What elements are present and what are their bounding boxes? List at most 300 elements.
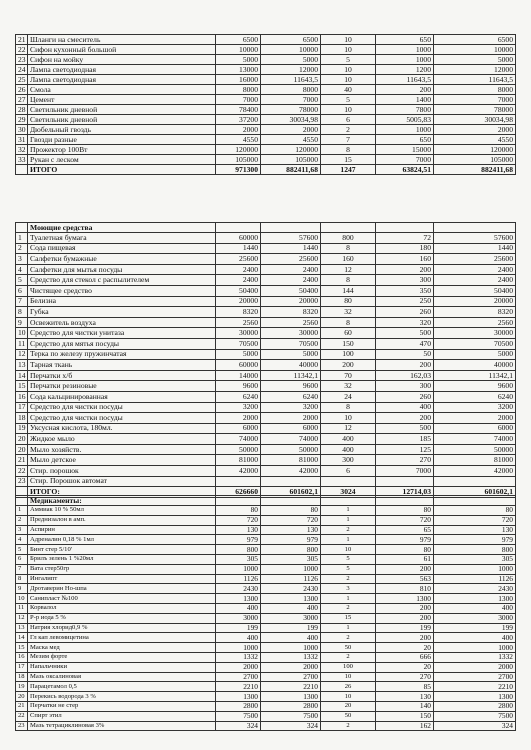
item-name: Перекись водорода 3 % [28,692,216,702]
section-title: Моющие средства [28,223,216,233]
unit-price: 185 [376,434,434,445]
total-amount: 2000 [434,125,516,135]
table-row [16,402,516,413]
unit-price: 15000 [376,145,434,155]
total-amount: 305 [434,554,516,564]
unit-price: 650 [376,135,434,145]
quantity: 3 [321,584,376,594]
item-name: Гл кап левомицетина [28,633,216,643]
item-name: Белизна [28,296,216,307]
plan-amount: 120000 [216,145,261,155]
unit-price: 200 [376,264,434,275]
quantity: 1 [321,623,376,633]
cleaning-supplies-table [15,222,516,498]
table-row [16,682,516,692]
quantity: 26 [321,682,376,692]
plan-amount: 50000 [216,444,261,455]
item-name: Сифон кухонный большой [28,45,216,55]
quantity: 2 [321,525,376,535]
quantity: 5 [321,554,376,564]
total-amount: 1000 [434,564,516,574]
row-number: 27 [16,95,28,105]
item-name: Лампа светодиодная [28,65,216,75]
row-number: 17 [16,402,28,413]
materials-table [15,34,516,175]
row-number: 31 [16,135,28,145]
actual-amount: 2210 [261,682,321,692]
row-number: 2 [16,243,28,254]
table-row [16,613,516,623]
plan-amount: 199 [216,623,261,633]
table-row [16,554,516,564]
unit-price: 650 [376,35,434,45]
row-number: 7 [16,564,28,574]
item-name: Светильник дневной [28,105,216,115]
total-amount: 1440 [434,243,516,254]
unit-price: 1300 [376,594,434,604]
total-amount: 9600 [434,381,516,392]
actual-amount: 120000 [261,145,321,155]
table-row [16,155,516,165]
actual-amount: 2400 [261,264,321,275]
quantity: 300 [321,455,376,466]
actual-amount: 1440 [261,243,321,254]
quantity: 1247 [321,165,376,175]
unit-price: 160 [376,254,434,265]
total-label: ИТОГО [28,165,216,175]
plan-amount: 800 [216,545,261,555]
quantity: 8 [321,145,376,155]
plan-amount: 1300 [216,692,261,702]
quantity: 10 [321,45,376,55]
actual-amount: 30000 [261,328,321,339]
actual-amount: 81000 [261,455,321,466]
row-number: 12 [16,349,28,360]
quantity: 10 [321,692,376,702]
plan-amount: 2700 [216,672,261,682]
plan-amount: 324 [216,721,261,731]
unit-price: 200 [376,360,434,371]
quantity: 400 [321,434,376,445]
actual-amount: 305 [261,554,321,564]
row-number: 26 [16,85,28,95]
actual-amount: 1126 [261,574,321,584]
unit-price: 12714,03 [376,487,434,498]
actual-amount: 80 [261,506,321,516]
item-name: Салфетки бумажные [28,254,216,265]
actual-amount: 11342,1 [261,370,321,381]
row-number: 8 [16,307,28,318]
item-name: Маска мед [28,643,216,653]
quantity: 10 [321,35,376,45]
actual-amount: 2000 [261,125,321,135]
unit-price: 666 [376,652,434,662]
total-amount: 2210 [434,682,516,692]
row-number: 6 [16,285,28,296]
total-amount: 74000 [434,434,516,445]
total-amount: 800 [434,545,516,555]
row-number: 1 [16,233,28,244]
quantity: 2 [321,574,376,584]
unit-price: 11643,5 [376,75,434,85]
actual-amount: 882411,68 [261,165,321,175]
row-number: 11 [16,338,28,349]
plan-amount: 50400 [216,285,261,296]
plan-amount: 70500 [216,338,261,349]
actual-amount: 50000 [261,444,321,455]
table-row [16,413,516,424]
quantity: 24 [321,391,376,402]
item-name: Рукан с леском [28,155,216,165]
total-amount: 20000 [434,296,516,307]
quantity: 70 [321,370,376,381]
item-name: Преднизалон в амп. [28,515,216,525]
plan-amount: 105000 [216,155,261,165]
item-name: Ингалипт [28,574,216,584]
row-number: 20 [16,444,28,455]
plan-amount: 1000 [216,564,261,574]
row-number: 33 [16,155,28,165]
table-row [16,564,516,574]
row-number: 30 [16,125,28,135]
table-row [16,423,516,434]
item-name: Вата стер50гр [28,564,216,574]
unit-price: 180 [376,243,434,254]
table-row [16,115,516,125]
quantity: 400 [321,444,376,455]
total-amount: 30000 [434,328,516,339]
plan-amount: 78400 [216,105,261,115]
total-amount: 12000 [434,65,516,75]
item-name: Губка [28,307,216,318]
table-row [16,466,516,477]
total-amount: 400 [434,633,516,643]
unit-price: 7000 [376,466,434,477]
total-amount: 120000 [434,145,516,155]
table-row [16,662,516,672]
total-amount: 57600 [434,233,516,244]
row-number: 9 [16,584,28,594]
item-name: Средство для чистки посуды [28,413,216,424]
plan-amount: 2800 [216,701,261,711]
plan-amount: 1000 [216,643,261,653]
row-number: 13 [16,623,28,633]
item-name: Гвозди разные [28,135,216,145]
total-amount: 400 [434,603,516,613]
unit-price: 470 [376,338,434,349]
quantity: 3024 [321,487,376,498]
quantity: 1 [321,515,376,525]
plan-amount: 400 [216,633,261,643]
plan-amount: 60000 [216,360,261,371]
table-row [16,338,516,349]
table-row [16,85,516,95]
row-number: 4 [16,535,28,545]
unit-price: 20 [376,643,434,653]
row-number: 19 [16,423,28,434]
unit-price: 65 [376,525,434,535]
item-name: Смола [28,85,216,95]
row-number [16,496,28,506]
actual-amount: 6000 [261,423,321,434]
unit-price: 1000 [376,55,434,65]
row-number: 25 [16,75,28,85]
item-name: Мазь тетрациклиновая 3% [28,721,216,731]
plan-amount: 2000 [216,413,261,424]
item-name: Дротаверин Но-шпа [28,584,216,594]
table-row [16,574,516,584]
actual-amount: 105000 [261,155,321,165]
row-number: 7 [16,296,28,307]
total-amount: 979 [434,535,516,545]
actual-amount: 2000 [261,662,321,672]
actual-amount: 20000 [261,296,321,307]
plan-amount: 2400 [216,264,261,275]
total-amount: 199 [434,623,516,633]
quantity: 10 [321,545,376,555]
table-row [16,135,516,145]
row-number: 22 [16,466,28,477]
item-name: Тарная ткань [28,360,216,371]
table-row [16,45,516,55]
table-row [16,370,516,381]
unit-price: 7000 [376,155,434,165]
plan-amount: 720 [216,515,261,525]
item-name: Шланги на смеситель [28,35,216,45]
total-row [16,165,516,175]
quantity [321,476,376,487]
item-name: Бинт стер 5/10' [28,545,216,555]
quantity: 2 [321,603,376,613]
quantity: 5 [321,95,376,105]
total-amount: 11342,1 [434,370,516,381]
table-row [16,623,516,633]
item-name: Туалетная бумага [28,233,216,244]
plan-amount: 3200 [216,402,261,413]
plan-amount: 3000 [216,613,261,623]
empty-cell [376,496,434,506]
table-row [16,254,516,265]
table-row [16,275,516,286]
plan-amount: 6000 [216,423,261,434]
unit-price: 200 [376,564,434,574]
actual-amount: 50400 [261,285,321,296]
quantity: 150 [321,338,376,349]
quantity: 144 [321,285,376,296]
row-number: 22 [16,711,28,721]
quantity: 10 [321,672,376,682]
quantity: 20 [321,701,376,711]
item-name: Сода пищевая [28,243,216,254]
row-number: 21 [16,35,28,45]
actual-amount: 3200 [261,402,321,413]
row-number: 12 [16,613,28,623]
quantity: 1 [321,506,376,516]
plan-amount: 5000 [216,55,261,65]
plan-amount: 130 [216,525,261,535]
quantity: 32 [321,307,376,318]
row-number: 18 [16,413,28,424]
plan-amount: 2000 [216,662,261,672]
total-amount: 80 [434,506,516,516]
total-amount: 1332 [434,652,516,662]
unit-price: 1000 [376,45,434,55]
plan-amount: 30000 [216,328,261,339]
table-row [16,145,516,155]
unit-price: 200 [376,633,434,643]
quantity: 8 [321,317,376,328]
quantity: 160 [321,254,376,265]
actual-amount: 1000 [261,643,321,653]
item-name: Перчатки не стер [28,701,216,711]
total-amount: 7500 [434,711,516,721]
unit-price: 162,03 [376,370,434,381]
actual-amount: 9600 [261,381,321,392]
table-row [16,643,516,653]
item-name: Мезим форте [28,652,216,662]
medicines-table [15,495,516,731]
total-amount: 11643,5 [434,75,516,85]
table-row [16,349,516,360]
row-number: 6 [16,554,28,564]
plan-amount: 400 [216,603,261,613]
item-name: Санипласт №100 [28,594,216,604]
item-name: Уксусная кислота, 180мл. [28,423,216,434]
item-name: Напальчники [28,662,216,672]
unit-price: 199 [376,623,434,633]
unit-price: 80 [376,506,434,516]
row-number: 11 [16,603,28,613]
table-row [16,594,516,604]
unit-price: 80 [376,545,434,555]
unit-price: 72 [376,233,434,244]
plan-amount: 2400 [216,275,261,286]
total-amount: 2560 [434,317,516,328]
quantity: 12 [321,423,376,434]
unit-price: 260 [376,307,434,318]
actual-amount: 40000 [261,360,321,371]
row-number: 9 [16,317,28,328]
section-header-row [16,496,516,506]
empty-cell [321,496,376,506]
actual-amount: 11643,5 [261,75,321,85]
unit-price: 85 [376,682,434,692]
item-name: Лампа светодиодная [28,75,216,85]
quantity: 80 [321,296,376,307]
unit-price: 20 [376,662,434,672]
item-name: Прожектор 100Вт [28,145,216,155]
plan-amount: 14000 [216,370,261,381]
actual-amount: 1000 [261,564,321,574]
total-amount: 8320 [434,307,516,318]
actual-amount: 400 [261,603,321,613]
table-row [16,391,516,402]
quantity: 32 [321,381,376,392]
total-amount: 7000 [434,95,516,105]
table-row [16,721,516,731]
actual-amount: 57600 [261,233,321,244]
total-amount: 6000 [434,423,516,434]
item-name: Мазь оксалиновая [28,672,216,682]
row-number: 20 [16,692,28,702]
plan-amount: 1332 [216,652,261,662]
quantity: 5 [321,564,376,574]
row-number: 15 [16,381,28,392]
item-name: Перчатки резиновые [28,381,216,392]
item-name: Средство для мятья посуды [28,338,216,349]
plan-amount: 9600 [216,381,261,392]
total-amount: 720 [434,515,516,525]
row-number: 24 [16,65,28,75]
quantity: 5 [321,55,376,65]
total-amount: 4550 [434,135,516,145]
table-row [16,506,516,516]
plan-amount: 60000 [216,233,261,244]
item-name: Салфетки для мытья посуды [28,264,216,275]
item-name: Цемент [28,95,216,105]
unit-price: 130 [376,692,434,702]
plan-amount: 305 [216,554,261,564]
unit-price: 260 [376,391,434,402]
unit-price: 500 [376,328,434,339]
total-amount: 70500 [434,338,516,349]
actual-amount: 4550 [261,135,321,145]
actual-amount: 7000 [261,95,321,105]
table-row [16,35,516,45]
actual-amount: 70500 [261,338,321,349]
row-number: 22 [16,45,28,55]
plan-amount: 8000 [216,85,261,95]
total-amount: 2000 [434,662,516,672]
item-name: Аммиак 10 % 50мл [28,506,216,516]
table-row [16,307,516,318]
quantity: 10 [321,65,376,75]
table-row [16,455,516,466]
empty-cell [434,223,516,233]
item-name: Мыло детское [28,455,216,466]
plan-amount: 2560 [216,317,261,328]
item-name: Освежитель воздуха [28,317,216,328]
table-row [16,317,516,328]
actual-amount: 2430 [261,584,321,594]
actual-amount: 2700 [261,672,321,682]
table-row [16,652,516,662]
total-amount: 1300 [434,692,516,702]
quantity: 15 [321,155,376,165]
unit-price: 50 [376,349,434,360]
unit-price: 200 [376,603,434,613]
table-row [16,296,516,307]
table-row [16,444,516,455]
table-row [16,55,516,65]
actual-amount: 10000 [261,45,321,55]
item-name: Средство для чистки посуды [28,402,216,413]
row-number: 20 [16,434,28,445]
quantity: 7 [321,135,376,145]
row-number: 15 [16,643,28,653]
actual-amount: 199 [261,623,321,633]
unit-price: 140 [376,701,434,711]
unit-price: 500 [376,423,434,434]
row-number: 32 [16,145,28,155]
quantity: 1 [321,594,376,604]
actual-amount: 8320 [261,307,321,318]
row-number: 8 [16,574,28,584]
plan-amount: 13000 [216,65,261,75]
table-row [16,633,516,643]
row-number: 1 [16,506,28,516]
table-row [16,515,516,525]
